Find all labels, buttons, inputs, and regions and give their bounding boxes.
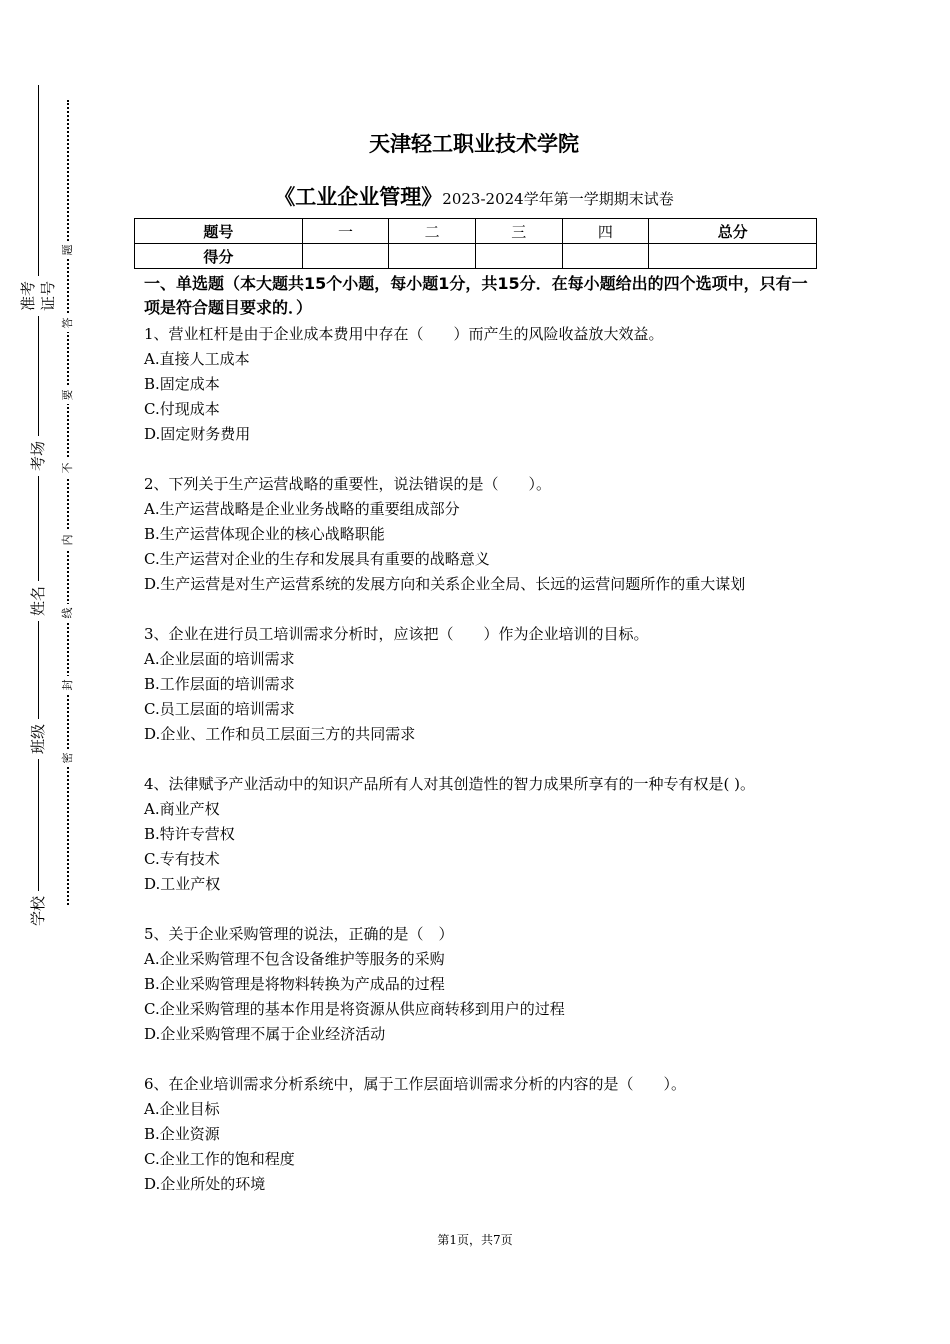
score-cell xyxy=(389,244,476,269)
question-3 xyxy=(144,622,844,747)
label-name: 姓名 xyxy=(28,581,48,621)
question-stem: 5、关于企业采购管理的说法，正确的是（ ） xyxy=(144,925,454,943)
option-a: A.企业采购管理不包含设备维护等服务的采购 xyxy=(144,950,445,968)
option-c: C.企业工作的饱和程度 xyxy=(144,1150,295,1168)
score-cell xyxy=(649,244,817,269)
page-footer: 第1页，共7页 xyxy=(437,1233,513,1247)
header-cell-part-3: 三 xyxy=(475,219,562,244)
seal-char: 要 xyxy=(61,386,75,404)
option-c: C.专有技术 xyxy=(144,850,220,868)
option-b: B.企业采购管理是将物料转换为产成品的过程 xyxy=(144,975,445,993)
seal-char: 答 xyxy=(61,314,75,332)
header-cell-part-1: 一 xyxy=(302,219,389,244)
option-d: D.固定财务费用 xyxy=(144,425,251,443)
score-row-label: 得分 xyxy=(135,244,303,269)
label-exam-id: 准考证号 xyxy=(18,276,58,316)
label-school: 学校 xyxy=(28,891,48,931)
option-a: A.生产运营战略是企业业务战略的重要组成部分 xyxy=(144,500,460,518)
question-2 xyxy=(144,472,844,597)
label-class: 班级 xyxy=(28,719,48,759)
option-b: B.固定成本 xyxy=(144,375,220,393)
option-b: B.生产运营体现企业的核心战略职能 xyxy=(144,525,385,543)
option-b: B.工作层面的培训需求 xyxy=(144,675,295,693)
header-cell-part-4: 四 xyxy=(562,219,649,244)
option-c: C.付现成本 xyxy=(144,400,220,418)
label-exam-room: 考场 xyxy=(28,436,48,476)
option-a: A.商业产权 xyxy=(144,800,220,818)
score-cell xyxy=(302,244,389,269)
question-6 xyxy=(144,1072,844,1197)
option-a: A.直接人工成本 xyxy=(144,350,250,368)
option-d: D.生产运营是对生产运营系统的发展方向和关系企业全局、长远的运营问题所作的重大谋划 xyxy=(144,575,746,593)
question-stem: 4、法律赋予产业活动中的知识产品所有人对其创造性的智力成果所享有的一种专有权是( )。 xyxy=(144,775,756,793)
score-table xyxy=(134,218,817,269)
exam-title xyxy=(144,181,804,211)
score-cell xyxy=(562,244,649,269)
seal-char: 不 xyxy=(61,459,75,477)
binding-dotted-line xyxy=(67,100,69,905)
section-heading: 一、单选题（本大题共15个小题，每小题1分，共15分．在每小题给出的四个选项中，只有一项是符合题目要求的．） xyxy=(144,274,808,317)
option-c: C.员工层面的培训需求 xyxy=(144,700,295,718)
option-c: C.企业采购管理的基本作用是将资源从供应商转移到用户的过程 xyxy=(144,1000,565,1018)
option-c: C.生产运营对企业的生存和发展具有重要的战略意义 xyxy=(144,550,490,568)
seal-char: 线 xyxy=(61,604,75,622)
seal-char: 密 xyxy=(61,749,75,767)
option-d: D.企业所处的环境 xyxy=(144,1175,266,1193)
question-stem: 1、营业杠杆是由于企业成本费用中存在（ ）而产生的风险收益放大效益。 xyxy=(144,325,664,343)
seal-char: 内 xyxy=(61,531,75,549)
course-title: 《工业企业管理》 xyxy=(274,185,443,209)
option-d: D.企业采购管理不属于企业经济活动 xyxy=(144,1025,386,1043)
term-text: 2023-2024学年第一学期期末试卷 xyxy=(442,190,674,208)
seal-char: 题 xyxy=(61,241,75,259)
question-stem: 3、企业在进行员工培训需求分析时，应该把（ ）作为企业培训的目标。 xyxy=(144,625,649,643)
question-4 xyxy=(144,772,844,897)
score-cell xyxy=(475,244,562,269)
option-a: A.企业目标 xyxy=(144,1100,220,1118)
binding-margin xyxy=(0,0,90,1344)
option-d: D.工业产权 xyxy=(144,875,221,893)
option-a: A.企业层面的培训需求 xyxy=(144,650,295,668)
header-cell-question-number: 题号 xyxy=(135,219,303,244)
option-b: B.企业资源 xyxy=(144,1125,220,1143)
seal-char: 封 xyxy=(61,676,75,694)
score-table-header-row xyxy=(135,219,817,244)
header-cell-total: 总分 xyxy=(649,219,817,244)
option-b: B.特许专营权 xyxy=(144,825,235,843)
binding-solid-line xyxy=(38,85,39,925)
question-list xyxy=(144,322,844,1222)
option-d: D.企业、工作和员工层面三方的共同需求 xyxy=(144,725,416,743)
question-stem: 2、下列关于生产运营战略的重要性，说法错误的是（ ）。 xyxy=(144,475,552,493)
score-table-score-row xyxy=(135,244,817,269)
school-title: 天津轻工职业技术学院 xyxy=(369,132,579,156)
question-stem: 6、在企业培训需求分析系统中，属于工作层面培训需求分析的内容的是（ ）。 xyxy=(144,1075,687,1093)
question-5 xyxy=(144,922,844,1047)
header-cell-part-2: 二 xyxy=(389,219,476,244)
question-1 xyxy=(144,322,844,447)
